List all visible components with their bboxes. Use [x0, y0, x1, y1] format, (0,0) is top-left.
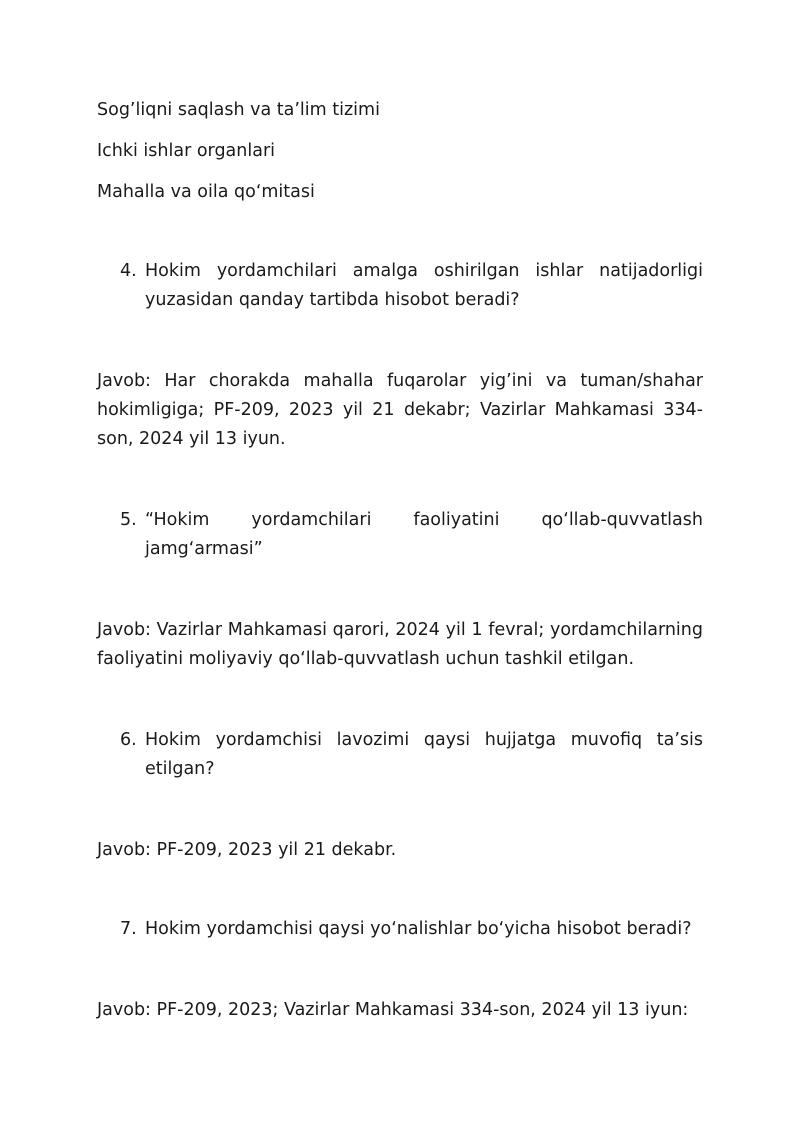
question-word: faoliyatini: [413, 510, 500, 530]
question-4: [120, 257, 703, 315]
question-7: [120, 915, 703, 944]
intro-item-mahalla-committee: Mahalla va oila qo‘mitasi: [97, 182, 315, 202]
answer-4: Javob: Har chorakda mahalla fuqarolar yig’ini va tuman/shahar hokimligiga; PF-209, 2023 yil 21 dekabr; Vazirlar Mahkamasi 334-son, 2024 yil 13 iyun.: [97, 371, 703, 449]
question-word: yordamchilari: [251, 510, 372, 530]
question-text: Hokim yordamchisi qaysi yo‘nalishlar bo‘yicha hisobot beradi?: [145, 919, 692, 939]
question-number: 7.: [120, 919, 137, 939]
answer-6: Javob: PF-209, 2023 yil 21 dekabr.: [97, 840, 397, 860]
question-text-line: [145, 506, 703, 535]
intro-item-internal-affairs: Ichki ishlar organlari: [97, 141, 276, 161]
answer-7: Javob: PF-209, 2023; Vazirlar Mahkamasi 334-son, 2024 yil 13 iyun:: [97, 1000, 689, 1020]
question-6: [120, 726, 703, 784]
question-5: [120, 506, 703, 564]
question-word: qo‘llab-quvvatlash: [541, 510, 703, 530]
question-word: “Hokim: [145, 510, 210, 530]
intro-item-health-education: Sog’liqni saqlash va ta’lim tizimi: [97, 100, 380, 120]
question-number: 6.: [120, 730, 137, 750]
answer-5: Javob: Vazirlar Mahkamasi qarori, 2024 yil 1 fevral; yordamchilarning faoliyatini moliyaviy qo‘llab-quvvatlash uchun tashkil etilgan.: [97, 620, 703, 669]
question-text: Hokim yordamchisi lavozimi qaysi hujjatga muvofiq ta’sis etilgan?: [145, 730, 703, 779]
question-text-line: jamg‘armasi”: [145, 539, 263, 559]
question-number: 5.: [120, 510, 137, 530]
question-number: 4.: [120, 261, 137, 281]
question-text: [145, 506, 703, 564]
question-text: Hokim yordamchilari amalga oshirilgan ishlar natijadorligi yuzasidan qanday tartibda hisobot beradi?: [145, 261, 703, 310]
